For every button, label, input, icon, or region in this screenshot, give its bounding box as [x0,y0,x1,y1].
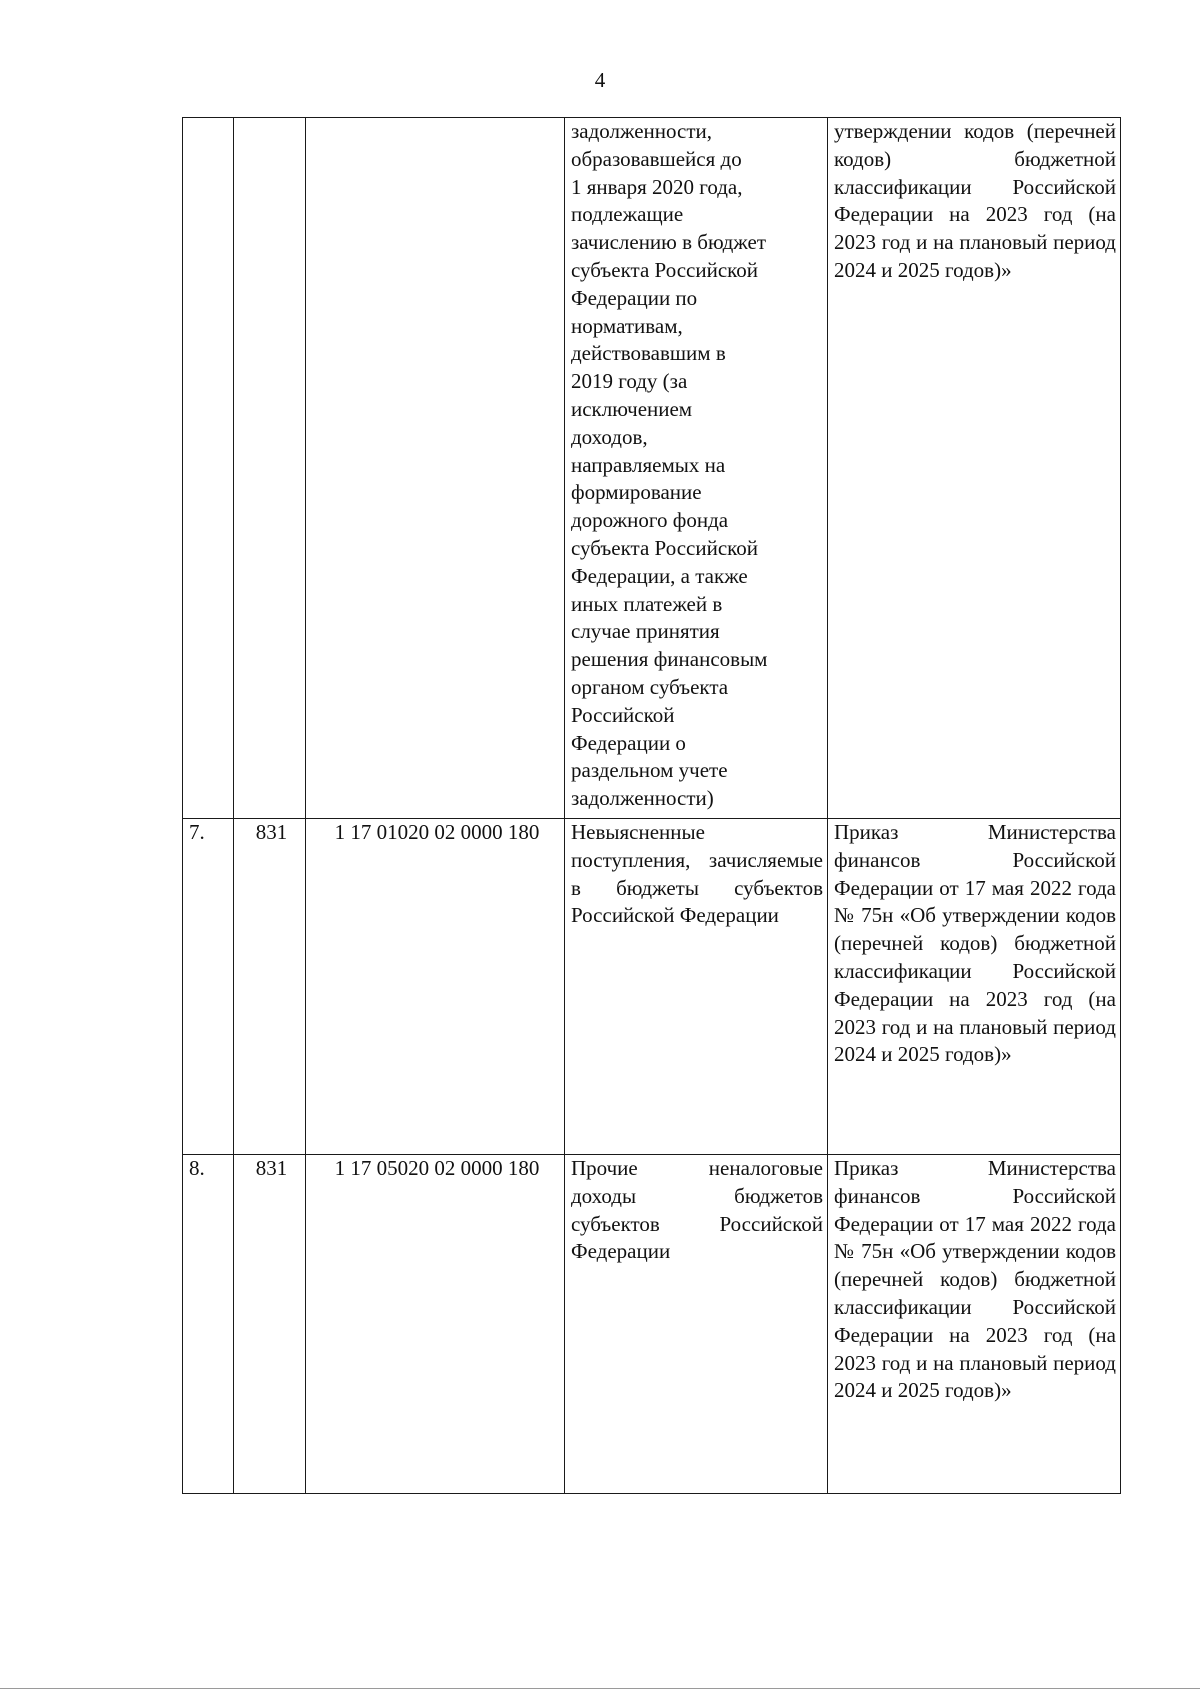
description-line: 1 января 2020 года, [571,174,743,199]
description-line: подлежащие [571,202,684,227]
description-line: решения финансовым [571,647,768,672]
cell-description [565,118,828,819]
cell-admin-code [234,118,306,819]
description-line: Федерации, а также [571,563,748,588]
description-line: исключением [571,396,693,421]
cell-kbk-code: 1 17 05020 02 0000 180 [306,1155,565,1494]
description-line: органом субъекта [571,674,729,699]
description-line: задолженности) [571,786,714,811]
cell-description: Прочие неналоговые доходы бюджетов субъектов Российской Федерации [565,1155,828,1494]
description-line: субъекта Российской [571,535,759,560]
description-line: раздельном учете [571,758,728,783]
cell-description: Невыясненные поступления, зачисляемые в бюджеты субъектов Российской Федерации [565,819,828,1155]
cell-kbk-code [306,118,565,819]
description-line: образовавшейся до [571,146,742,171]
description-line: доходов, [571,424,648,449]
table-row-continuation [183,118,1121,819]
cell-basis: Приказ Министерства финансов Российской Федерации от 17 мая 2022 года № 75н «Об утверждении кодов (перечней кодов) бюджетной классификации Российской Федерации на 2023 год (на 2023 год и на плановый период 2024 и 2025 годов)» [828,819,1121,1155]
description-line: субъекта Российской [571,257,759,282]
description-line: Федерации по [571,285,698,310]
cell-admin-code: 831 [234,1155,306,1494]
cell-kbk-code: 1 17 01020 02 0000 180 [306,819,565,1155]
scan-bottom-rule [0,1688,1200,1689]
description-line: случае принятия [571,619,720,644]
description-line: задолженности, [571,119,713,143]
table-row [183,819,1121,1155]
cell-num [183,118,234,819]
description-line: направляемых на [571,452,726,477]
cell-num: 7. [183,819,234,1155]
cell-basis: Приказ Министерства финансов Российской Федерации от 17 мая 2022 года № 75н «Об утверждении кодов (перечней кодов) бюджетной классификации Российской Федерации на 2023 год (на 2023 год и на плановый период 2024 и 2025 годов)» [828,1155,1121,1494]
cell-basis: утверждении кодов (перечней кодов) бюджетной классификации Российской Федерации на 2023 год (на 2023 год и на плановый период 2024 и 2025 годов)» [828,118,1121,819]
description-line: действовавшим в [571,341,726,366]
description-line: зачислению в бюджет [571,230,766,255]
description-line: дорожного фонда [571,508,729,533]
page-number: 4 [594,68,606,92]
description-line: 2019 году (за [571,369,688,394]
description-line: нормативам, [571,313,683,338]
description-line: формирование [571,480,702,505]
cell-admin-code: 831 [234,819,306,1155]
revenue-codes-table [182,117,1121,1494]
description-line: Российской [571,702,675,727]
table-row [183,1155,1121,1494]
cell-num: 8. [183,1155,234,1494]
description-line: Федерации о [571,730,686,755]
description-line: иных платежей в [571,591,723,616]
